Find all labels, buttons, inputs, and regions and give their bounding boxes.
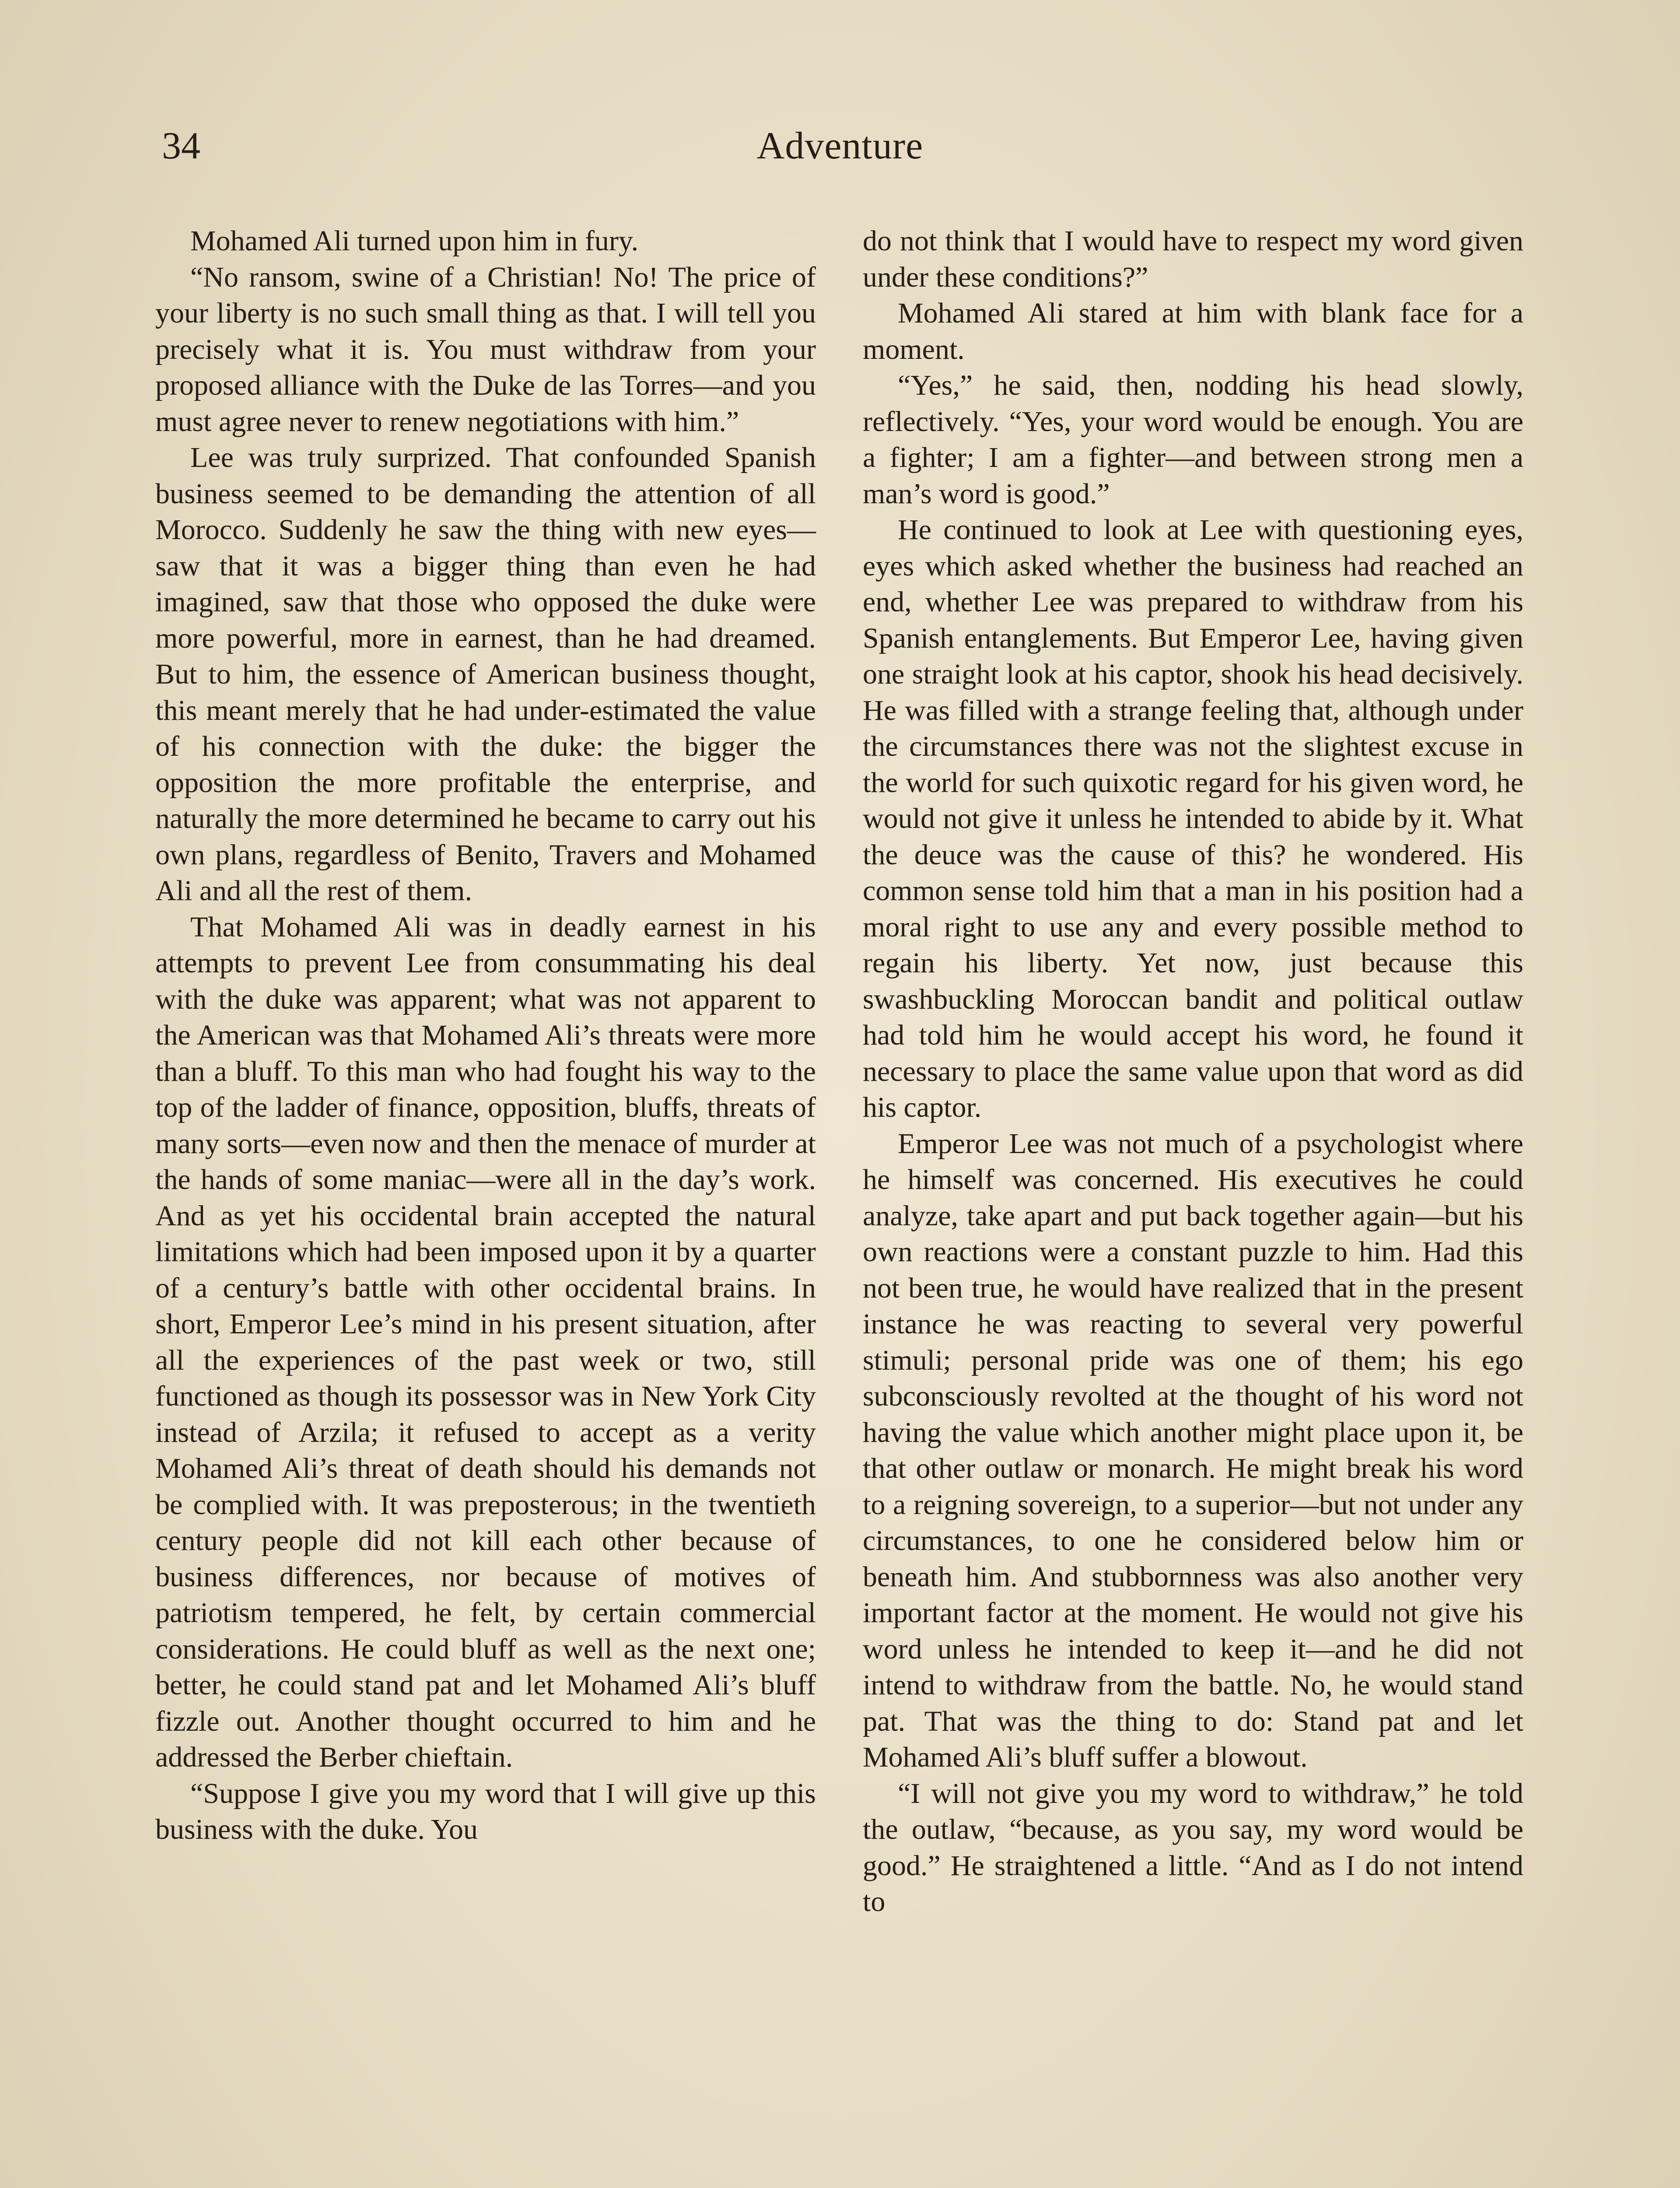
paragraph: “No ransom, swine of a Christian! No! The price of your liberty is no such small thing as that. I will tell you precisely what it is. You must withdraw from your proposed alliance with the Duke de las Torres—and you must agree never to renew negotiations with him.” bbox=[155, 261, 816, 438]
paragraph: “Suppose I give you my word that I will give up this business with the duke. You bbox=[155, 1777, 816, 1845]
magazine-title: Adventure bbox=[756, 125, 924, 167]
paragraph: Mohamed Ali stared at him with blank face for a moment. bbox=[863, 297, 1523, 365]
paragraph: Mohamed Ali turned upon him in fury. bbox=[190, 225, 639, 257]
paragraph: Lee was truly surprized. That confounded Spanish business seemed to be demanding the attention of all Morocco. Suddenly he saw the thing with new eyes—saw that it was a bigger thing than even he had imagined, saw that those who opposed the duke were more powerful, more in earnest, than he had dreamed. But to him, the essence of American business thought, this meant merely that he had under-estimated the value of his connection with the duke: the bigger the opposition the more profitable the enterprise, and naturally the more determined he became to carry out his own plans, regardless of Benito, Travers and Mohamed Ali and all the rest of them. bbox=[155, 442, 816, 907]
paragraph: “I will not give you my word to withdraw,” he told the outlaw, “because, as you say, my word would be good.” He straightened a little. “And as I do not intend to bbox=[863, 1777, 1523, 1918]
paragraph: Emperor Lee was not much of a psychologist where he himself was concerned. His executives he could analyze, take apart and put back together again—but his own reactions were a constant puzzle to him. Had this not been true, he would have realized that in the present instance he was reacting to several very powerful stimuli; personal pride was one of them; his ego subconsciously revolted at the thought of his word not having the value which another might place upon it, be that other outlaw or monarch. He might break his word to a reigning sovereign, to a superior—but not under any circumstances, to one he considered below him or beneath him. And stubbornness was also another very important factor at the moment. He would not give his word unless he intended to keep it—and he did not intend to withdraw from the battle. No, he would stand pat. That was the thing to do: Stand pat and let Mohamed Ali’s bluff suffer a blowout. bbox=[863, 1127, 1523, 1773]
paragraph: “Yes,” he said, then, nodding his head slowly, reflectively. “Yes, your word would be enough. You are a fighter; I am a fighter—and between strong men a man’s word is good.” bbox=[863, 369, 1523, 510]
paragraph: do not think that I would have to respect my word given under these conditions?” bbox=[863, 225, 1523, 293]
left-column bbox=[155, 223, 816, 1848]
paragraph: He continued to look at Lee with questioning eyes, eyes which asked whether the business had reached an end, whether Lee was prepared to withdraw from his Spanish entanglements. But Emperor Lee, having given one straight look at his captor, shook his head decisively. He was filled with a strange feeling that, although under the circumstances there was not the slightest excuse in the world for such quixotic regard for his given word, he would not give it unless he intended to abide by it. What the deuce was the cause of this? he wondered. His common sense told him that a man in his position had a moral right to use any and every possible method to regain his liberty. Yet now, just because this swashbuckling Moroccan bandit and political outlaw had told him he would accept his word, he found it necessary to place the same value upon that word as did his captor. bbox=[863, 514, 1523, 1123]
paragraph: That Mohamed Ali was in deadly earnest in his attempts to prevent Lee from consummating his deal with the duke was apparent; what was not apparent to the American was that Mohamed Ali’s threats were more than a bluff. To this man who had fought his way to the top of the ladder of finance, opposition, bluffs, threats of many sorts—even now and then the menace of murder at the hands of some maniac—were all in the day’s work. And as yet his occidental brain accepted the natural limitations which had been imposed upon it by a quarter of a century’s battle with other occidental brains. In short, Emperor Lee’s mind in his present situation, after all the experiences of the past week or two, still functioned as though its possessor was in New York City instead of Arzila; it refused to accept as a verity Mohamed Ali’s threat of death should his demands not be complied with. It was preposterous; in the twentieth century people did not kill each other because of business differences, nor because of motives of patriotism tempered, he felt, by certain commercial considerations. He could bluff as well as the next one; better, he could stand pat and let Mohamed Ali’s bluff fizzle out. Another thought occurred to him and he addressed the Berber chieftain. bbox=[155, 911, 816, 1773]
right-column bbox=[863, 223, 1523, 1920]
page-number: 34 bbox=[162, 125, 200, 167]
